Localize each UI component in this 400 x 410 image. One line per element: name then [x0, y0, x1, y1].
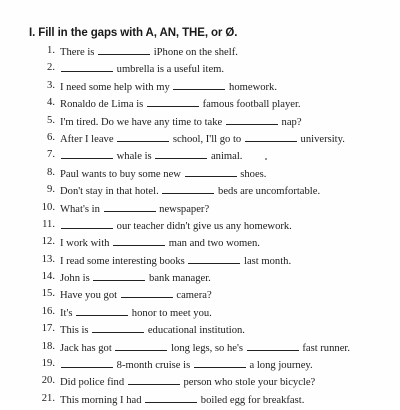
sentence-text: last month. — [241, 255, 292, 267]
answer-blank[interactable] — [162, 184, 214, 194]
answer-blank[interactable] — [61, 219, 113, 229]
item-number: 8. — [47, 166, 55, 178]
item-number: 6. — [47, 131, 55, 143]
sentence-text: Jack has got — [60, 342, 115, 354]
answer-blank[interactable] — [194, 358, 246, 368]
exercise-item — [0, 341, 400, 358]
sentence-text: famous football player. — [199, 99, 301, 111]
exercise-item — [0, 184, 400, 201]
sentence-text: school, I'll go to — [170, 133, 244, 145]
item-sentence — [60, 306, 212, 319]
sentence-text: our teacher didn't give us any homework. — [114, 220, 292, 232]
answer-blank[interactable] — [115, 341, 167, 351]
item-number: 9. — [47, 184, 55, 196]
speck-mark — [265, 158, 267, 160]
item-sentence — [60, 271, 211, 284]
answer-blank[interactable] — [92, 323, 144, 333]
sentence-text: This is — [60, 325, 92, 337]
answer-blank[interactable] — [155, 149, 207, 159]
sentence-text: whale is — [114, 151, 155, 163]
exercise-item — [0, 254, 400, 271]
sentence-text: This morning I had — [60, 394, 145, 406]
item-number: 7. — [47, 149, 55, 161]
exercise-item — [0, 393, 400, 410]
exercise-item — [0, 288, 400, 305]
sentence-text: shoes. — [237, 168, 267, 180]
exercise-item — [0, 80, 400, 97]
exercise-item — [0, 202, 400, 219]
item-sentence — [60, 115, 302, 128]
item-number: 14. — [41, 271, 55, 283]
sentence-text: university. — [297, 133, 345, 145]
exercise-item — [0, 323, 400, 340]
item-sentence — [60, 80, 277, 93]
sentence-text: man and two women. — [166, 238, 260, 250]
exercise-item — [0, 115, 400, 132]
sentence-text: It's — [60, 307, 76, 319]
sentence-text: person who stole your bicycle? — [180, 377, 316, 389]
sentence-text: iPhone on the shelf. — [151, 47, 238, 58]
answer-blank[interactable] — [113, 236, 165, 246]
sentence-text: long legs, so he's — [168, 342, 246, 354]
exercise-list — [0, 45, 400, 410]
exercise-item — [0, 149, 400, 166]
exercise-item — [0, 219, 400, 236]
answer-blank[interactable] — [128, 375, 180, 385]
answer-blank[interactable] — [245, 132, 297, 142]
item-number: 13. — [41, 253, 55, 265]
item-number: 2. — [47, 62, 55, 74]
item-number: 4. — [47, 97, 55, 109]
item-sentence — [60, 219, 292, 232]
answer-blank[interactable] — [147, 97, 199, 107]
item-sentence — [60, 375, 315, 388]
item-number: 18. — [41, 340, 55, 352]
item-sentence — [60, 254, 291, 267]
item-number: 21. — [41, 392, 55, 404]
sentence-text: newspaper? — [156, 203, 210, 215]
exercise-item — [0, 358, 400, 375]
sentence-text: homework. — [226, 81, 277, 93]
item-sentence — [60, 97, 301, 110]
answer-blank[interactable] — [173, 80, 225, 90]
sentence-text: 8-month cruise is — [114, 360, 193, 372]
item-number: 16. — [41, 305, 55, 317]
sentence-text: honor to meet you. — [129, 307, 212, 319]
answer-blank[interactable] — [61, 358, 113, 368]
item-number: 5. — [47, 114, 55, 126]
item-sentence — [60, 202, 209, 215]
item-sentence — [60, 132, 345, 145]
answer-blank[interactable] — [61, 62, 113, 72]
exercise-item — [0, 62, 400, 79]
sentence-text: educational institution. — [145, 325, 245, 337]
answer-blank[interactable] — [93, 271, 145, 281]
sentence-text: umbrella is a useful item. — [114, 64, 225, 76]
exercise-item — [0, 271, 400, 288]
answer-blank[interactable] — [61, 149, 113, 159]
sentence-text: bank manager. — [146, 273, 211, 285]
sentence-text: boiled egg for breakfast. — [198, 394, 305, 406]
item-sentence — [60, 393, 304, 406]
item-sentence — [60, 323, 245, 336]
sentence-text: Ronaldo de Lima is — [60, 99, 146, 111]
sentence-text: Did police find — [60, 377, 127, 389]
item-number: 19. — [41, 358, 55, 370]
item-sentence — [60, 149, 242, 162]
sentence-text: I'm tired. Do we have any time to take — [60, 116, 225, 128]
item-number: 3. — [47, 79, 55, 91]
item-number: 1. — [47, 45, 55, 56]
exercise-item — [0, 375, 400, 392]
answer-blank[interactable] — [117, 132, 169, 142]
sentence-text: I read some interesting books — [60, 255, 188, 267]
sentence-text: There is — [60, 47, 98, 58]
sentence-text: beds are uncomfortable. — [215, 186, 321, 198]
item-number: 10. — [41, 201, 55, 213]
answer-blank[interactable] — [185, 167, 237, 177]
sentence-text: Don't stay in that hotel. — [60, 186, 162, 198]
exercise-item — [0, 306, 400, 323]
sentence-text: I need some help with my — [60, 81, 173, 93]
item-number: 12. — [41, 236, 55, 248]
sentence-text: Paul wants to buy some new — [60, 168, 184, 180]
item-sentence — [60, 167, 266, 180]
item-sentence — [60, 62, 224, 75]
sentence-text: fast runner. — [299, 342, 350, 354]
sentence-text: Have you got — [60, 290, 120, 302]
answer-blank[interactable] — [145, 393, 197, 403]
item-sentence — [60, 341, 350, 354]
item-sentence — [60, 236, 260, 249]
sentence-text: John is — [60, 273, 93, 285]
answer-blank[interactable] — [104, 202, 156, 212]
item-number: 20. — [41, 375, 55, 387]
exercise-item — [0, 45, 400, 62]
exercise-item — [0, 167, 400, 184]
answer-blank[interactable] — [188, 254, 240, 264]
sentence-text: animal. — [208, 151, 243, 163]
item-number: 15. — [41, 288, 55, 300]
sentence-text: I work with — [60, 238, 113, 250]
sentence-text: a long journey. — [246, 360, 313, 372]
item-number: 17. — [41, 323, 55, 335]
item-number: 11. — [42, 218, 55, 230]
exercise-heading: I. Fill in the gaps with A, AN, THE, or Ø. — [29, 27, 238, 39]
item-sentence — [60, 288, 212, 301]
answer-blank[interactable] — [76, 306, 128, 316]
sentence-text: camera? — [173, 290, 212, 302]
exercise-item — [0, 132, 400, 149]
item-sentence — [60, 358, 313, 371]
answer-blank[interactable] — [98, 45, 150, 55]
item-sentence — [60, 184, 320, 197]
exercise-item — [0, 97, 400, 114]
item-sentence — [60, 45, 238, 58]
sentence-text: After I leave — [60, 133, 117, 145]
answer-blank[interactable] — [121, 288, 173, 298]
sentence-text: What's in — [60, 203, 103, 215]
sentence-text: nap? — [278, 116, 302, 128]
exercise-item — [0, 236, 400, 253]
answer-blank[interactable] — [247, 341, 299, 351]
answer-blank[interactable] — [226, 115, 278, 125]
